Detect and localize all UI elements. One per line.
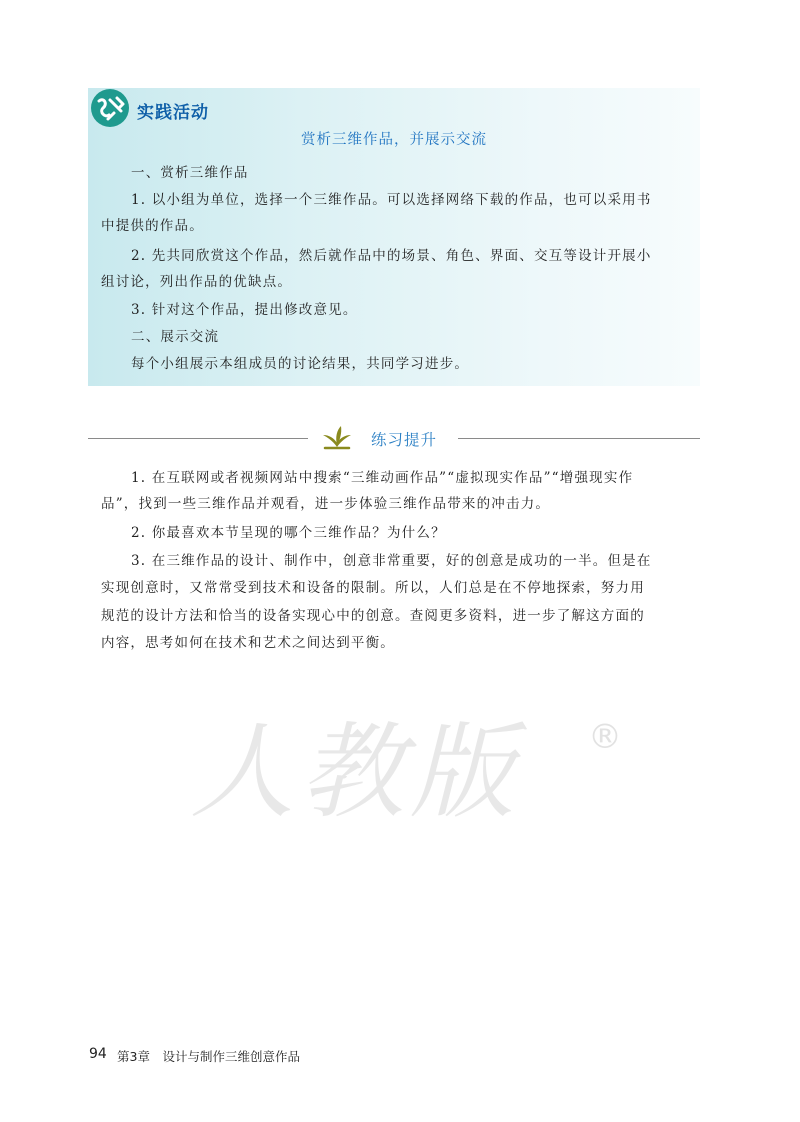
exercise-line: 规范的设计方法和恰当的设备实现心中的创意。查阅更多资料，进一步了解这方面的 [101, 608, 645, 624]
practice-line: 1. 以小组为单位，选择一个三维作品。可以选择网络下载的作品，也可以采用书 [131, 192, 652, 208]
chapter-title: 第3章 设计与制作三维创意作品 [117, 1049, 300, 1064]
practice-line: 组讨论，列出作品的优缺点。 [101, 274, 293, 290]
section-divider-left [88, 438, 308, 439]
svg-text:®: ® [588, 717, 622, 757]
exercise-line: 2. 你最喜欢本节呈现的哪个三维作品？为什么？ [131, 525, 446, 541]
exercise-leaf-icon [321, 423, 353, 451]
practice-line: 3. 针对这个作品，提出修改意见。 [131, 302, 358, 318]
exercise-line: 实现创意时，又常常受到技术和设备的限制。所以，人们总是在不停地探索，努力用 [101, 580, 645, 596]
exercise-line: 1. 在互联网或者视频网站中搜索“三维动画作品”“虚拟现实作品”“增强现实作 [131, 470, 634, 486]
practice-line: 一、赏析三维作品 [131, 165, 249, 181]
exercise-line: 3. 在三维作品的设计、制作中，创意非常重要，好的创意是成功的一半。但是在 [131, 553, 652, 569]
practice-activity-title: 赏析三维作品，并展示交流 [301, 132, 487, 148]
exercise-line: 内容，思考如何在技术和艺术之间达到平衡。 [101, 635, 395, 651]
page-number: 94 [89, 1046, 107, 1062]
exercise-line: 品”，找到一些三维作品并观看，进一步体验三维作品带来的冲击力。 [101, 496, 551, 512]
practice-line: 二、展示交流 [131, 329, 220, 345]
svg-text:人教版: 人教版 [190, 711, 521, 830]
practice-line: 每个小组展示本组成员的讨论结果，共同学习进步。 [131, 356, 470, 372]
practice-line: 2. 先共同欣赏这个作品，然后就作品中的场景、角色、界面、交互等设计开展小 [131, 248, 652, 264]
practice-activity-label: 实践活动 [137, 103, 209, 123]
section-divider-right [458, 438, 700, 439]
practice-activity-icon [90, 88, 130, 128]
exercise-label: 练习提升 [371, 431, 438, 449]
publisher-watermark [180, 700, 630, 830]
practice-line: 中提供的作品。 [101, 218, 204, 234]
